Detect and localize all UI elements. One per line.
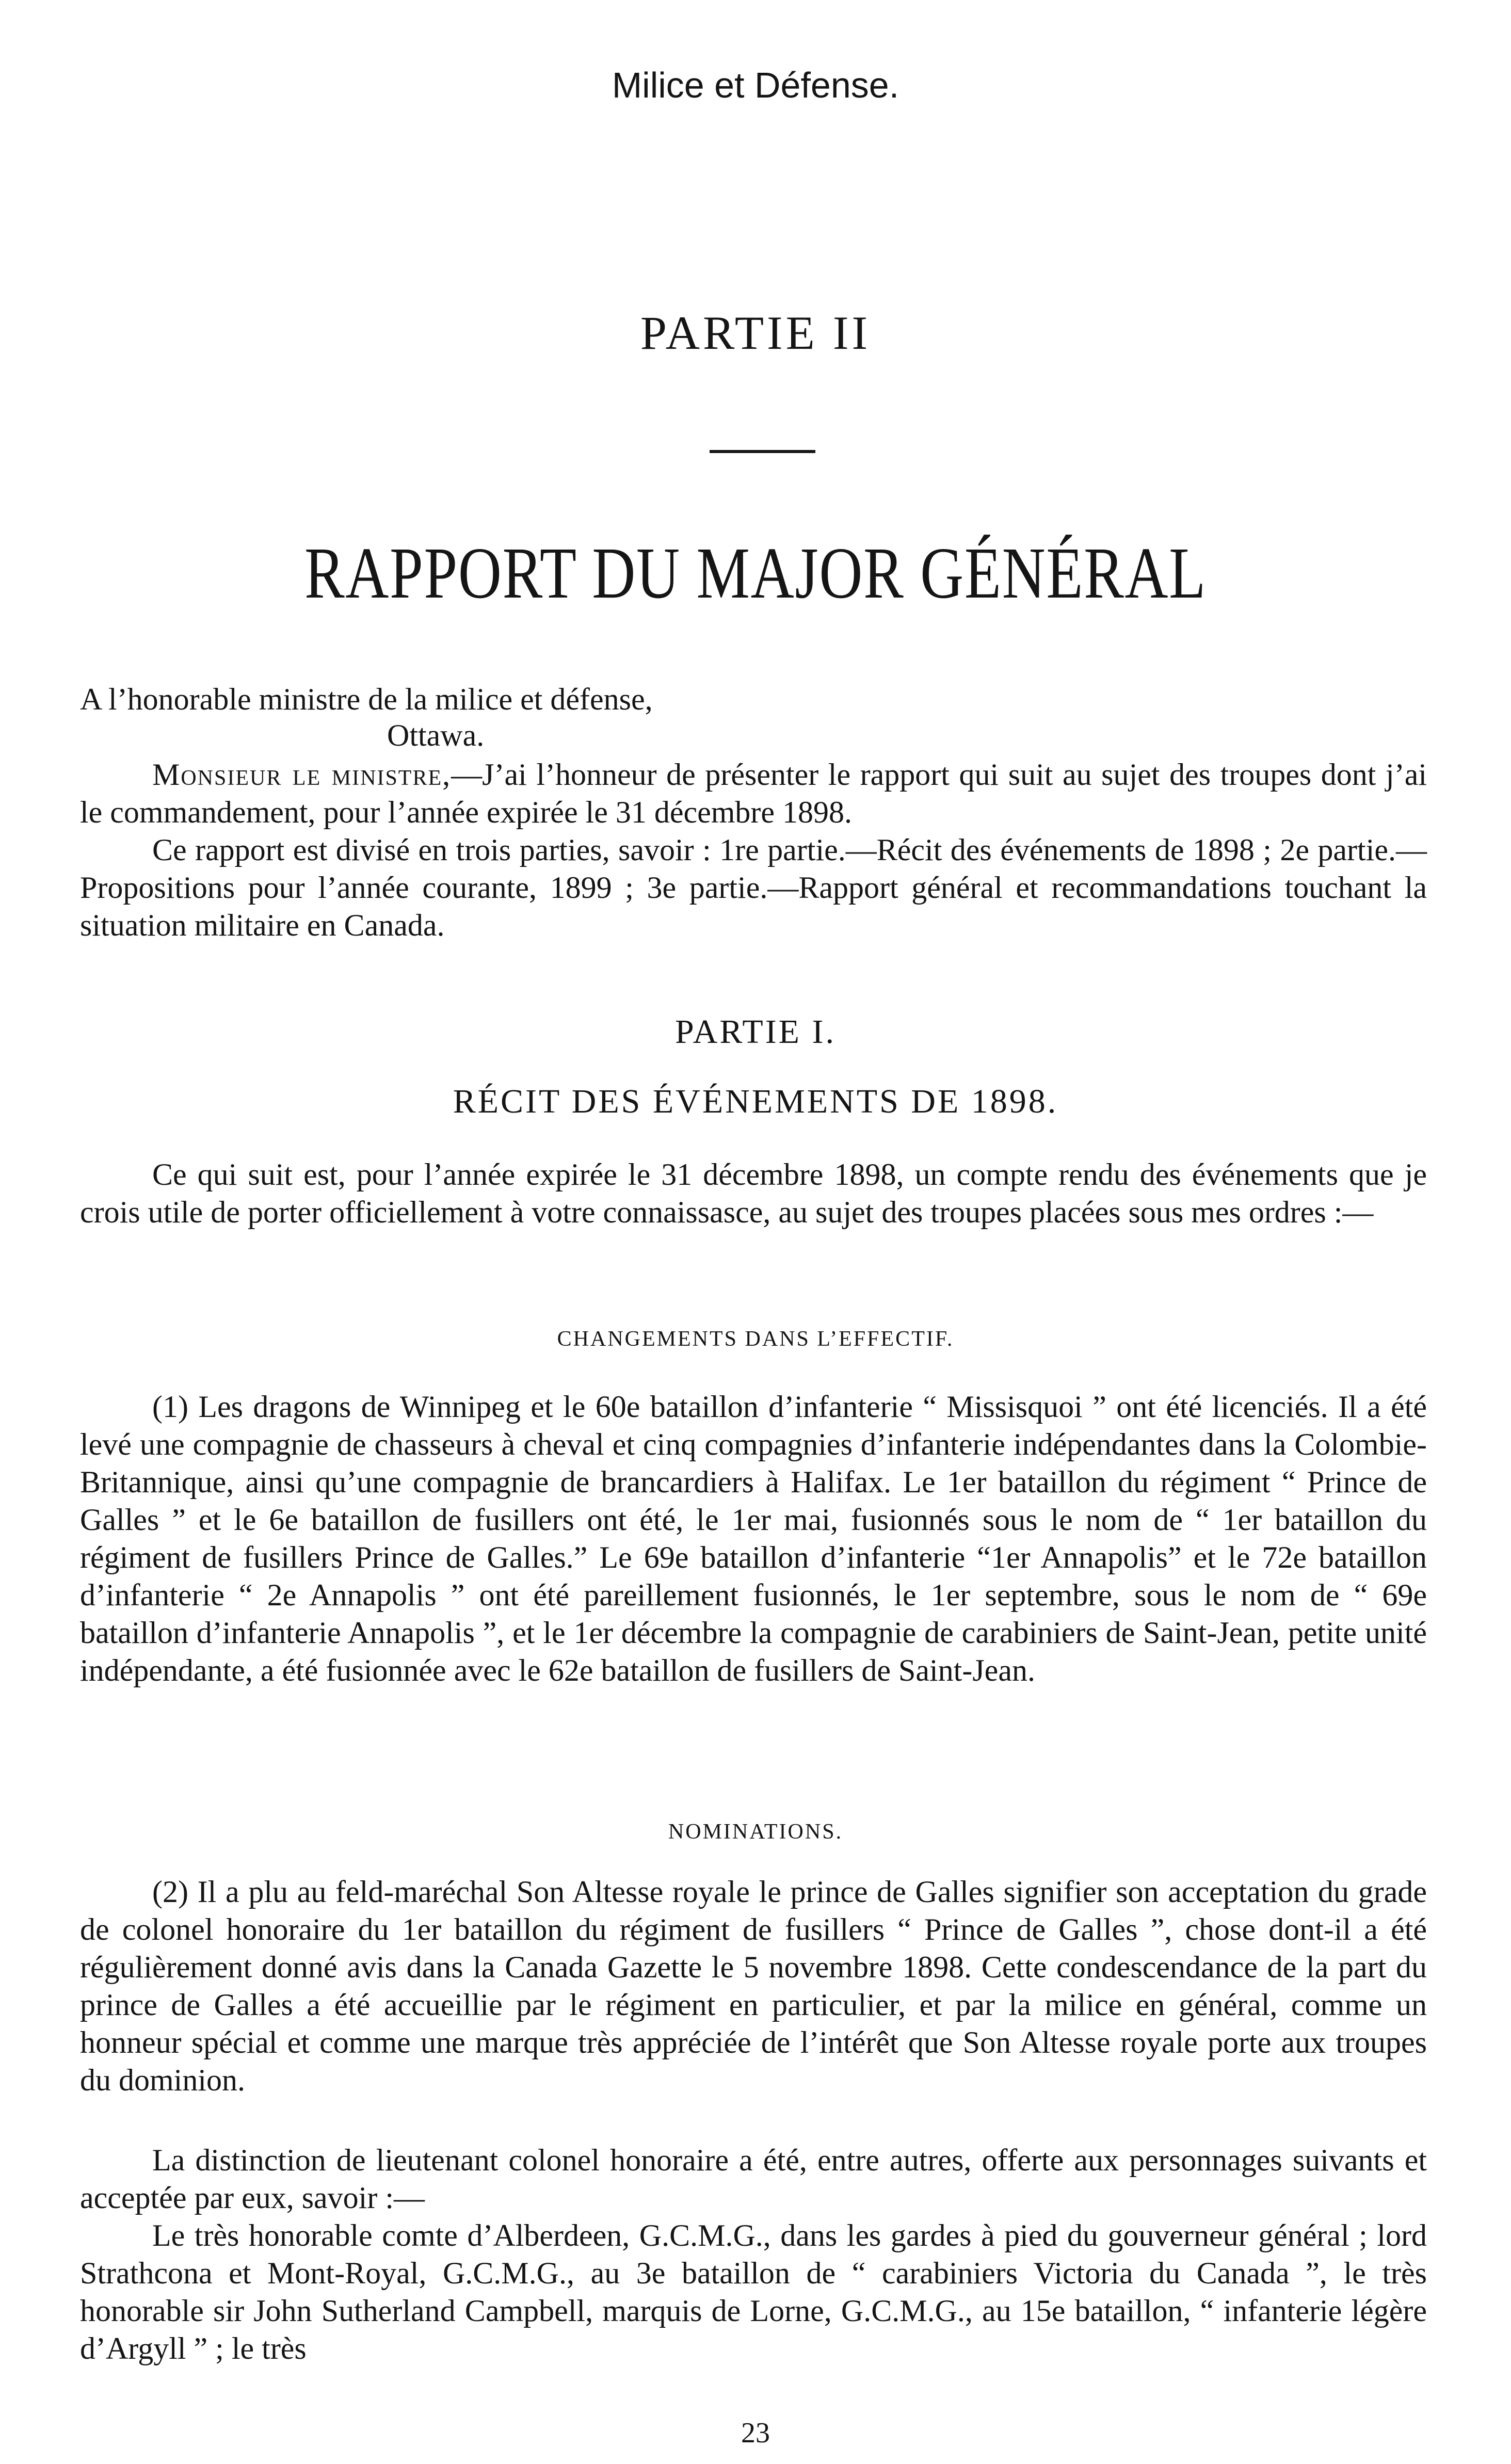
salutation-line-2: Ottawa. [387, 718, 485, 752]
nominations-paragraph-1: (2) Il a plu au feld-maréchal Son Altesse royale le prince de Galles signifier son acceptation du grade de colonel honoraire du 1er bataillon du régiment de fusillers “ Prince de Galles ”, chose dont-il a été régulièrement donné avis dans la Canada Gazette le 5 novembre 1898. Cette condescendance de la part du prince de Galles a été accueillie par le régiment en particulier, et par la milice en général, comme un honneur spécial et comme une marque très appréciée de l’intérêt que Son Altesse royale porte aux troupes du dominion. [80, 1875, 1427, 2097]
nominations-paragraph-3: Le très honorable comte d’Alberdeen, G.C.M.G., dans les gardes à pied du gouverneur général ; lord Strathcona et Mont-Royal, G.C.M.G., au 3e bataillon de “ carabiniers Victoria du Canada ”, le très honorable sir John Sutherland Campbell, marquis de Lorne, G.C.M.G., au 15e bataillon, “ infanterie légère d’Argyll ” ; le très [80, 2218, 1427, 2365]
changements-heading: CHANGEMENTS DANS L’EFFECTIF. [557, 1327, 954, 1351]
salutation [80, 681, 653, 753]
intro-paragraph-1 [80, 756, 1427, 831]
page-number: 23 [741, 2417, 770, 2449]
salutation-line-1: A l’honorable ministre de la milice et défense, [80, 682, 653, 716]
nominations-paragraph-2: La distinction de lieutenant colonel honoraire a été, entre autres, offerte aux personnages suivants et acceptée par eux, savoir :— [80, 2143, 1427, 2215]
running-head: Milice et Défense. [612, 65, 899, 105]
changements-paragraph: (1) Les dragons de Winnipeg et le 60e bataillon d’infanterie “ Missisquoi ” ont été licenciés. Il a été levé une compagnie de chasseurs à cheval et cinq compagnies d’infanterie indépendantes dans la Colombie-Britannique, ainsi qu’une compagnie de brancardiers à Halifax. Le 1er bataillon du régiment “ Prince de Galles ” et le 6e bataillon de fusillers ont été, le 1er mai, fusionnés sous le nom de “ 1er bataillon du régiment de fusillers Prince de Galles.” Le 69e bataillon d’infanterie “1er Annapolis” et le 72e bataillon d’infanterie “ 2e Annapolis ” ont été pareillement fusionnés, le 1er septembre, sous le nom de “ 69e bataillon d’infanterie Annapolis ”, et le 1er décembre la compagnie de carabiniers de Saint-Jean, petite unité indépendante, a été fusionnée avec le 62e bataillon de fusillers de Saint-Jean. [80, 1390, 1427, 1687]
nominations-heading: NOMINATIONS. [668, 1820, 843, 1844]
intro-paragraph-1-text: —J’ai l’honneur de présenter le rapport qui suit au sujet des troupes dont j’ai le commandement, pour l’année expirée le 31 décembre 1898. [80, 758, 1427, 829]
intro-paragraph-2: Ce rapport est divisé en trois parties, savoir : 1re partie.—Récit des événements de 1898 ; 2e partie.—Propositions pour l’année courante, 1899 ; 3e partie.—Rapport général et recommandations touchant la situation militaire en Canada. [80, 833, 1427, 942]
part-1-heading: PARTIE I. [675, 1013, 836, 1051]
heading-rule [710, 450, 815, 453]
part-1-paragraph: Ce qui suit est, pour l’année expirée le 31 décembre 1898, un compte rendu des événements que je crois utile de porter officiellement à votre connaissasce, au sujet des troupes placées sous mes ordres :— [80, 1157, 1427, 1229]
part-heading: PARTIE II [640, 307, 871, 359]
report-title: RAPPORT DU MAJOR GÉNÉRAL [304, 532, 1207, 614]
part-1-subtitle: RÉCIT DES ÉVÉNEMENTS DE 1898. [453, 1083, 1058, 1120]
intro-address: Monsieur le ministre, [152, 758, 452, 792]
